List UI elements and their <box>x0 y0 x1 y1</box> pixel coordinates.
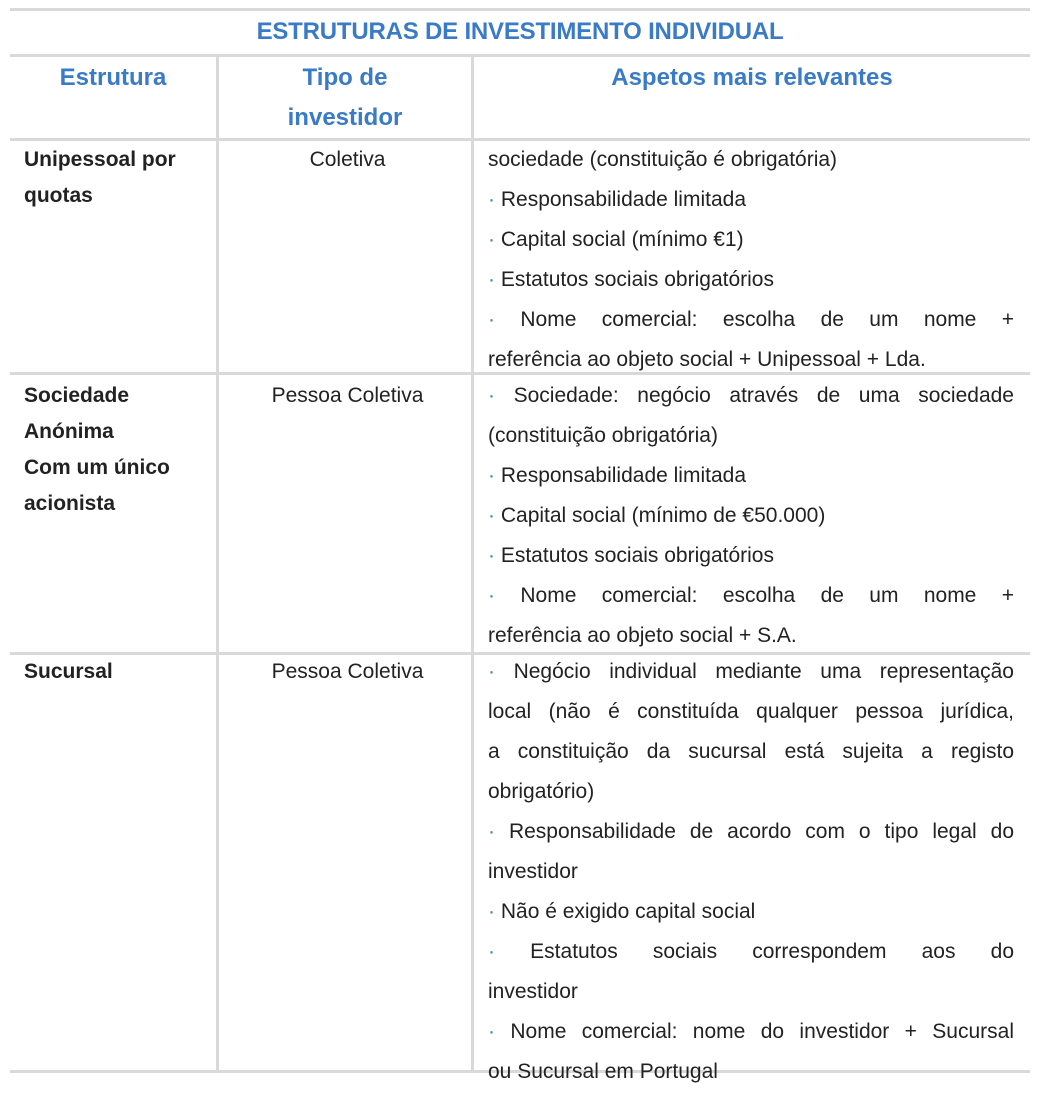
aspect-line <box>488 180 1014 220</box>
aspect-line <box>488 972 1014 1012</box>
row-3-structure <box>24 654 214 690</box>
bullet-marker: · <box>488 660 495 683</box>
bullet-marker: · <box>488 188 495 211</box>
bullet-marker: · <box>488 464 495 487</box>
aspect-text: local (não é constituída qualquer pessoa jurídica, <box>488 700 1014 723</box>
bullet-marker: · <box>488 900 495 923</box>
aspect-text: Negócio individual mediante uma representação <box>513 660 1014 683</box>
bullet-marker: · <box>488 584 495 607</box>
row-1-aspects <box>488 140 1014 380</box>
aspect-text: investidor <box>488 980 578 1003</box>
bullet-marker: · <box>488 228 495 251</box>
row-1-structure-line: quotas <box>24 184 93 207</box>
aspect-line <box>488 456 1014 496</box>
column-divider-1 <box>216 56 219 1070</box>
row-2-structure-line: Com um único <box>24 456 170 479</box>
aspect-line <box>488 140 1014 180</box>
aspect-line <box>488 932 1014 972</box>
aspect-text: ou Sucursal em Portugal <box>488 1060 718 1083</box>
row-2-aspects <box>488 376 1014 656</box>
bullet-marker: · <box>488 940 495 963</box>
aspect-text: a constituição da sucursal está sujeita a registo <box>488 740 1014 763</box>
aspect-text: Capital social (mínimo de €50.000) <box>500 504 826 527</box>
row-3-aspects <box>488 652 1014 1092</box>
aspect-line <box>488 220 1014 260</box>
row-2-structure-line: Anónima <box>24 420 114 443</box>
aspect-text: Nome comercial: escolha de um nome + <box>520 308 1014 331</box>
aspect-text: Responsabilidade limitada <box>500 464 746 487</box>
aspect-line <box>488 732 1014 772</box>
row-1-investor-type: Coletiva <box>309 148 386 171</box>
aspect-text: Estatutos sociais obrigatórios <box>500 268 774 291</box>
aspect-line <box>488 692 1014 732</box>
aspect-line <box>488 892 1014 932</box>
column-divider-2 <box>471 56 474 1070</box>
header-investor-line-1: Tipo de <box>302 64 388 91</box>
row-2-structure-line: Sociedade <box>24 384 130 407</box>
aspect-text: Estatutos sociais obrigatórios <box>500 544 774 567</box>
aspect-line <box>488 260 1014 300</box>
row-2-investor-type: Pessoa Coletiva <box>271 384 424 407</box>
table-border-top <box>10 8 1030 11</box>
bullet-marker: · <box>488 308 495 331</box>
aspect-text: referência ao objeto social + S.A. <box>488 624 797 647</box>
header-investor-line-2: investidor <box>287 104 403 131</box>
aspect-line <box>488 1012 1014 1052</box>
header-structure: Estrutura <box>59 64 167 91</box>
aspect-line <box>488 300 1014 340</box>
aspect-line <box>488 852 1014 892</box>
row-1-structure <box>24 142 214 214</box>
aspect-line <box>488 812 1014 852</box>
bullet-marker: · <box>488 820 495 843</box>
row-3-investor-type: Pessoa Coletiva <box>271 660 424 683</box>
aspect-text: sociedade (constituição é obrigatória) <box>488 148 838 171</box>
aspect-text: Estatutos sociais correspondem aos do <box>530 940 1014 963</box>
title-divider <box>10 54 1030 57</box>
aspect-line <box>488 652 1014 692</box>
aspect-text: Responsabilidade limitada <box>500 188 746 211</box>
aspect-text: referência ao objeto social + Unipessoal + Lda. <box>488 348 926 371</box>
aspect-text: Capital social (mínimo €1) <box>500 228 744 251</box>
row-3-structure-line: Sucursal <box>24 660 113 683</box>
bullet-marker: · <box>488 544 495 567</box>
aspect-text: Não é exigido capital social <box>500 900 756 923</box>
aspect-line <box>488 376 1014 416</box>
aspect-text: Sociedade: negócio através de uma sociedade <box>513 384 1014 407</box>
aspect-line <box>488 576 1014 616</box>
header-investor-type <box>219 58 471 138</box>
table-title: ESTRUTURAS DE INVESTIMENTO INDIVIDUAL <box>256 18 784 45</box>
aspect-line <box>488 772 1014 812</box>
aspect-line <box>488 1052 1014 1092</box>
aspect-text: Responsabilidade de acordo com o tipo legal do <box>508 820 1014 843</box>
aspect-line <box>488 496 1014 536</box>
row-2-structure-line: acionista <box>24 492 116 515</box>
aspect-text: Nome comercial: nome do investidor + Sucursal <box>510 1020 1014 1043</box>
aspect-text: Nome comercial: escolha de um nome + <box>520 584 1014 607</box>
row-1-structure-line: Unipessoal por <box>24 148 176 171</box>
aspect-line <box>488 536 1014 576</box>
header-aspects: Aspetos mais relevantes <box>611 64 893 91</box>
aspect-line <box>488 416 1014 456</box>
aspect-line <box>488 340 1014 380</box>
bullet-marker: · <box>488 268 495 291</box>
aspect-text: (constituição obrigatória) <box>488 424 718 447</box>
aspect-text: obrigatório) <box>488 780 595 803</box>
row-2-structure <box>24 378 214 522</box>
bullet-marker: · <box>488 504 495 527</box>
aspect-text: investidor <box>488 860 578 883</box>
bullet-marker: · <box>488 1020 495 1043</box>
aspect-line <box>488 616 1014 656</box>
bullet-marker: · <box>488 384 495 407</box>
